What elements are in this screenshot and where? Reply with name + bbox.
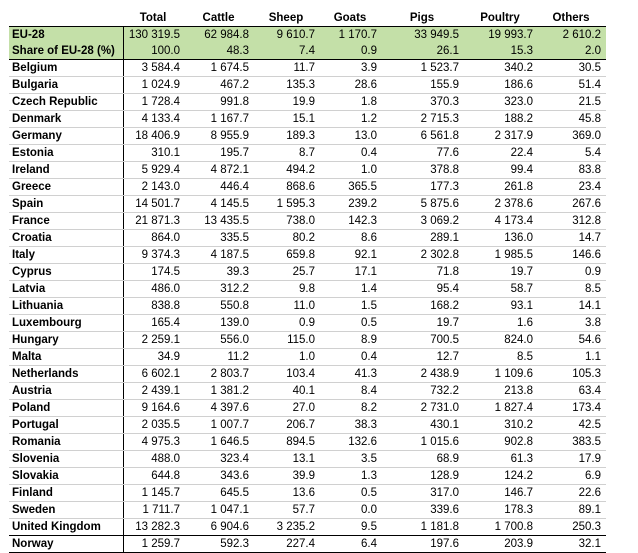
table-cell: 19 993.7 (464, 27, 538, 44)
table-cell: 592.3 (185, 536, 254, 553)
table-cell: 0.5 (320, 485, 382, 502)
table-cell: 142.3 (320, 213, 382, 230)
table-cell: 310.1 (123, 145, 185, 162)
table-cell: 7.4 (254, 43, 320, 60)
table-cell: 3 584.4 (123, 60, 185, 77)
column-header-cattle: Cattle (185, 10, 254, 27)
table-cell: 188.2 (464, 111, 538, 128)
table-cell: 486.0 (123, 281, 185, 298)
table-cell: 1 167.7 (185, 111, 254, 128)
table-cell: 868.6 (254, 179, 320, 196)
table-cell: 644.8 (123, 468, 185, 485)
row-label: Cyprus (9, 264, 123, 281)
table-cell: 136.0 (464, 230, 538, 247)
table-row (9, 485, 606, 502)
table-row (9, 247, 606, 264)
table-cell: 446.4 (185, 179, 254, 196)
table-cell: 174.5 (123, 264, 185, 281)
table-cell: 8 955.9 (185, 128, 254, 145)
table-cell: 13 282.3 (123, 519, 185, 536)
table-cell: 9.8 (254, 281, 320, 298)
table-cell: 700.5 (382, 332, 464, 349)
table-cell: 13.6 (254, 485, 320, 502)
table-cell: 155.9 (382, 77, 464, 94)
row-label: Italy (9, 247, 123, 264)
table-cell: 1 700.8 (464, 519, 538, 536)
table-cell: 1 674.5 (185, 60, 254, 77)
table-cell: 343.6 (185, 468, 254, 485)
table-cell: 2 439.1 (123, 383, 185, 400)
table-cell: 556.0 (185, 332, 254, 349)
table-cell: 550.8 (185, 298, 254, 315)
table-row (9, 145, 606, 162)
table-cell: 6 602.1 (123, 366, 185, 383)
table-cell: 13 435.5 (185, 213, 254, 230)
table-row (9, 315, 606, 332)
table-body (9, 27, 606, 553)
table-row (9, 128, 606, 145)
table-cell: 8.5 (538, 281, 606, 298)
table-cell: 239.2 (320, 196, 382, 213)
table-cell: 645.5 (185, 485, 254, 502)
table-row (9, 468, 606, 485)
row-label: Sweden (9, 502, 123, 519)
table-cell: 824.0 (464, 332, 538, 349)
table-cell: 11.2 (185, 349, 254, 366)
table-cell: 51.4 (538, 77, 606, 94)
table-cell: 57.7 (254, 502, 320, 519)
table-cell: 11.0 (254, 298, 320, 315)
table-cell: 494.2 (254, 162, 320, 179)
table-cell: 335.5 (185, 230, 254, 247)
header-row (9, 10, 606, 27)
table-cell: 2 610.2 (538, 27, 606, 44)
table-cell: 203.9 (464, 536, 538, 553)
table-cell: 15.3 (464, 43, 538, 60)
table-cell: 2 378.6 (464, 196, 538, 213)
row-label: France (9, 213, 123, 230)
table-cell: 6 904.6 (185, 519, 254, 536)
table-cell: 8.5 (464, 349, 538, 366)
table-cell: 17.1 (320, 264, 382, 281)
table-cell: 227.4 (254, 536, 320, 553)
table-cell: 6.9 (538, 468, 606, 485)
table-cell: 0.0 (320, 502, 382, 519)
table-cell: 2 317.9 (464, 128, 538, 145)
table-cell: 0.4 (320, 349, 382, 366)
table-cell: 5 875.6 (382, 196, 464, 213)
table-cell: 5 929.4 (123, 162, 185, 179)
table-row (9, 536, 606, 553)
table-cell: 365.5 (320, 179, 382, 196)
table-cell: 1.5 (320, 298, 382, 315)
table-cell: 488.0 (123, 451, 185, 468)
row-label: Share of EU-28 (%) (9, 43, 123, 60)
table-cell: 8.9 (320, 332, 382, 349)
table-row (9, 27, 606, 44)
table-cell: 0.9 (254, 315, 320, 332)
table-cell: 38.3 (320, 417, 382, 434)
table-cell: 289.1 (382, 230, 464, 247)
table-cell: 27.0 (254, 400, 320, 417)
table-cell: 189.3 (254, 128, 320, 145)
table-cell: 2 259.1 (123, 332, 185, 349)
table-cell: 178.3 (464, 502, 538, 519)
table-cell: 48.3 (185, 43, 254, 60)
table-cell: 267.6 (538, 196, 606, 213)
table-cell: 195.7 (185, 145, 254, 162)
table-cell: 8.6 (320, 230, 382, 247)
table-cell: 1 259.7 (123, 536, 185, 553)
table-cell: 0.5 (320, 315, 382, 332)
table-header (9, 10, 606, 27)
table-cell: 1 827.4 (464, 400, 538, 417)
table-cell: 1 145.7 (123, 485, 185, 502)
livestock-table (9, 10, 606, 553)
table-cell: 1 109.6 (464, 366, 538, 383)
table-cell: 2 302.8 (382, 247, 464, 264)
table-cell: 25.7 (254, 264, 320, 281)
table-cell: 130 319.5 (123, 27, 185, 44)
row-label: Hungary (9, 332, 123, 349)
table-cell: 28.6 (320, 77, 382, 94)
table-cell: 63.4 (538, 383, 606, 400)
table-cell: 186.6 (464, 77, 538, 94)
table-cell: 33 949.5 (382, 27, 464, 44)
row-label: Bulgaria (9, 77, 123, 94)
table-cell: 19.7 (464, 264, 538, 281)
table-cell: 99.4 (464, 162, 538, 179)
table-cell: 146.6 (538, 247, 606, 264)
table-cell: 9 164.6 (123, 400, 185, 417)
table-row (9, 281, 606, 298)
table-cell: 0.9 (538, 264, 606, 281)
table-cell: 738.0 (254, 213, 320, 230)
table-cell: 173.4 (538, 400, 606, 417)
table-cell: 4 872.1 (185, 162, 254, 179)
table-cell: 14 501.7 (123, 196, 185, 213)
table-cell: 340.2 (464, 60, 538, 77)
table-cell: 659.8 (254, 247, 320, 264)
row-label: Croatia (9, 230, 123, 247)
table-row (9, 332, 606, 349)
row-label: Czech Republic (9, 94, 123, 111)
table-cell: 261.8 (464, 179, 538, 196)
row-label: Slovakia (9, 468, 123, 485)
table-cell: 2 803.7 (185, 366, 254, 383)
table-cell: 3 235.2 (254, 519, 320, 536)
table-cell: 135.3 (254, 77, 320, 94)
table-cell: 0.9 (320, 43, 382, 60)
column-header-sheep: Sheep (254, 10, 320, 27)
row-label: Belgium (9, 60, 123, 77)
table-cell: 39.9 (254, 468, 320, 485)
table-row (9, 43, 606, 60)
table-cell: 378.8 (382, 162, 464, 179)
table-cell: 369.0 (538, 128, 606, 145)
table-cell: 40.1 (254, 383, 320, 400)
table-cell: 92.1 (320, 247, 382, 264)
table-cell: 1.0 (320, 162, 382, 179)
table-cell: 1.2 (320, 111, 382, 128)
table-row (9, 298, 606, 315)
table-cell: 12.7 (382, 349, 464, 366)
table-row (9, 366, 606, 383)
table-cell: 62 984.8 (185, 27, 254, 44)
table-cell: 323.0 (464, 94, 538, 111)
table-cell: 4 145.5 (185, 196, 254, 213)
table-cell: 89.1 (538, 502, 606, 519)
table-cell: 312.8 (538, 213, 606, 230)
table-cell: 339.6 (382, 502, 464, 519)
table-cell: 310.2 (464, 417, 538, 434)
table-cell: 103.4 (254, 366, 320, 383)
table-row (9, 179, 606, 196)
table-cell: 1 007.7 (185, 417, 254, 434)
column-header-others: Others (538, 10, 606, 27)
table-cell: 6.4 (320, 536, 382, 553)
row-label: Luxembourg (9, 315, 123, 332)
table-cell: 139.0 (185, 315, 254, 332)
table-row (9, 213, 606, 230)
row-label: EU-28 (9, 27, 123, 44)
table-cell: 80.2 (254, 230, 320, 247)
row-label: Romania (9, 434, 123, 451)
table-cell: 1.0 (254, 349, 320, 366)
table-cell: 23.4 (538, 179, 606, 196)
table-cell: 4 397.6 (185, 400, 254, 417)
table-cell: 902.8 (464, 434, 538, 451)
table-cell: 105.3 (538, 366, 606, 383)
table-cell: 3.5 (320, 451, 382, 468)
row-label: Germany (9, 128, 123, 145)
table-cell: 58.7 (464, 281, 538, 298)
row-label: Slovenia (9, 451, 123, 468)
table-cell: 9 374.3 (123, 247, 185, 264)
table-cell: 11.7 (254, 60, 320, 77)
table-cell: 41.3 (320, 366, 382, 383)
table-cell: 2 731.0 (382, 400, 464, 417)
table-cell: 71.8 (382, 264, 464, 281)
table-cell: 61.3 (464, 451, 538, 468)
table-cell: 1 381.2 (185, 383, 254, 400)
table-cell: 21 871.3 (123, 213, 185, 230)
table-cell: 165.4 (123, 315, 185, 332)
table-row (9, 451, 606, 468)
table-cell: 0.4 (320, 145, 382, 162)
table-cell: 124.2 (464, 468, 538, 485)
table-cell: 4 975.3 (123, 434, 185, 451)
table-cell: 1 047.1 (185, 502, 254, 519)
table-cell: 26.1 (382, 43, 464, 60)
column-header-total: Total (123, 10, 185, 27)
table-cell: 19.9 (254, 94, 320, 111)
table-cell: 213.8 (464, 383, 538, 400)
table-row (9, 77, 606, 94)
table-cell: 5.4 (538, 145, 606, 162)
table-cell: 9 610.7 (254, 27, 320, 44)
table-cell: 68.9 (382, 451, 464, 468)
table-cell: 250.3 (538, 519, 606, 536)
row-label: Finland (9, 485, 123, 502)
table-cell: 3 069.2 (382, 213, 464, 230)
table-cell: 2 035.5 (123, 417, 185, 434)
table-cell: 83.8 (538, 162, 606, 179)
column-header-poultry: Poultry (464, 10, 538, 27)
table-row (9, 502, 606, 519)
table-cell: 19.7 (382, 315, 464, 332)
table-cell: 1 170.7 (320, 27, 382, 44)
table-cell: 312.2 (185, 281, 254, 298)
table-cell: 4 173.4 (464, 213, 538, 230)
table-cell: 4 133.4 (123, 111, 185, 128)
table-cell: 115.0 (254, 332, 320, 349)
table-row (9, 417, 606, 434)
table-cell: 9.5 (320, 519, 382, 536)
table-cell: 1 985.5 (464, 247, 538, 264)
table-cell: 430.1 (382, 417, 464, 434)
row-label: Poland (9, 400, 123, 417)
table-row (9, 111, 606, 128)
table-cell: 732.2 (382, 383, 464, 400)
table-cell: 168.2 (382, 298, 464, 315)
table-cell: 17.9 (538, 451, 606, 468)
table-cell: 2 143.0 (123, 179, 185, 196)
table-cell: 206.7 (254, 417, 320, 434)
table-cell: 177.3 (382, 179, 464, 196)
table-cell: 991.8 (185, 94, 254, 111)
table-cell: 197.6 (382, 536, 464, 553)
table-cell: 1.4 (320, 281, 382, 298)
table-cell: 323.4 (185, 451, 254, 468)
row-label: United Kingdom (9, 519, 123, 536)
table-row (9, 162, 606, 179)
table-cell: 1.6 (464, 315, 538, 332)
table-cell: 894.5 (254, 434, 320, 451)
table-cell: 317.0 (382, 485, 464, 502)
row-label: Norway (9, 536, 123, 553)
table-cell: 6 561.8 (382, 128, 464, 145)
row-label: Ireland (9, 162, 123, 179)
row-label: Estonia (9, 145, 123, 162)
table-cell: 42.5 (538, 417, 606, 434)
table-cell: 18 406.9 (123, 128, 185, 145)
table-cell: 1.3 (320, 468, 382, 485)
table-cell: 2 715.3 (382, 111, 464, 128)
table-cell: 1.8 (320, 94, 382, 111)
table-cell: 95.4 (382, 281, 464, 298)
table-cell: 1 181.8 (382, 519, 464, 536)
table-cell: 13.0 (320, 128, 382, 145)
row-label: Lithuania (9, 298, 123, 315)
table-cell: 467.2 (185, 77, 254, 94)
row-label: Malta (9, 349, 123, 366)
table-row (9, 434, 606, 451)
table-row (9, 264, 606, 281)
table-cell: 22.4 (464, 145, 538, 162)
table-row (9, 383, 606, 400)
table-cell: 14.7 (538, 230, 606, 247)
row-label: Spain (9, 196, 123, 213)
table-cell: 21.5 (538, 94, 606, 111)
table-cell: 39.3 (185, 264, 254, 281)
table-cell: 1 646.5 (185, 434, 254, 451)
table-cell: 3.9 (320, 60, 382, 77)
row-label: Netherlands (9, 366, 123, 383)
table-cell: 146.7 (464, 485, 538, 502)
table-cell: 1 728.4 (123, 94, 185, 111)
table-row (9, 349, 606, 366)
table-row (9, 60, 606, 77)
table-cell: 864.0 (123, 230, 185, 247)
row-label: Austria (9, 383, 123, 400)
table-cell: 1 523.7 (382, 60, 464, 77)
row-label: Denmark (9, 111, 123, 128)
table-cell: 1.1 (538, 349, 606, 366)
table-cell: 2.0 (538, 43, 606, 60)
column-header-goats: Goats (320, 10, 382, 27)
table-cell: 93.1 (464, 298, 538, 315)
table-cell: 8.2 (320, 400, 382, 417)
table-cell: 45.8 (538, 111, 606, 128)
table-cell: 838.8 (123, 298, 185, 315)
table-cell: 13.1 (254, 451, 320, 468)
table-cell: 1 595.3 (254, 196, 320, 213)
table-cell: 1 015.6 (382, 434, 464, 451)
table-cell: 54.6 (538, 332, 606, 349)
table-cell: 30.5 (538, 60, 606, 77)
table-row (9, 94, 606, 111)
table-row (9, 519, 606, 536)
table-cell: 8.7 (254, 145, 320, 162)
table-cell: 128.9 (382, 468, 464, 485)
table-cell: 32.1 (538, 536, 606, 553)
table-cell: 34.9 (123, 349, 185, 366)
table-cell: 14.1 (538, 298, 606, 315)
table-cell: 370.3 (382, 94, 464, 111)
table-cell: 77.6 (382, 145, 464, 162)
column-header-pigs: Pigs (382, 10, 464, 27)
table-cell: 8.4 (320, 383, 382, 400)
table-cell: 383.5 (538, 434, 606, 451)
table-cell: 4 187.5 (185, 247, 254, 264)
table-cell: 2 438.9 (382, 366, 464, 383)
table-cell: 3.8 (538, 315, 606, 332)
table-cell: 1 024.9 (123, 77, 185, 94)
table-row (9, 230, 606, 247)
row-label: Portugal (9, 417, 123, 434)
table-cell: 22.6 (538, 485, 606, 502)
row-label: Latvia (9, 281, 123, 298)
table-cell: 132.6 (320, 434, 382, 451)
table-row (9, 196, 606, 213)
table-cell: 1 711.7 (123, 502, 185, 519)
row-label: Greece (9, 179, 123, 196)
table-row (9, 400, 606, 417)
table-cell: 100.0 (123, 43, 185, 60)
column-header-country (9, 10, 123, 27)
table-cell: 15.1 (254, 111, 320, 128)
